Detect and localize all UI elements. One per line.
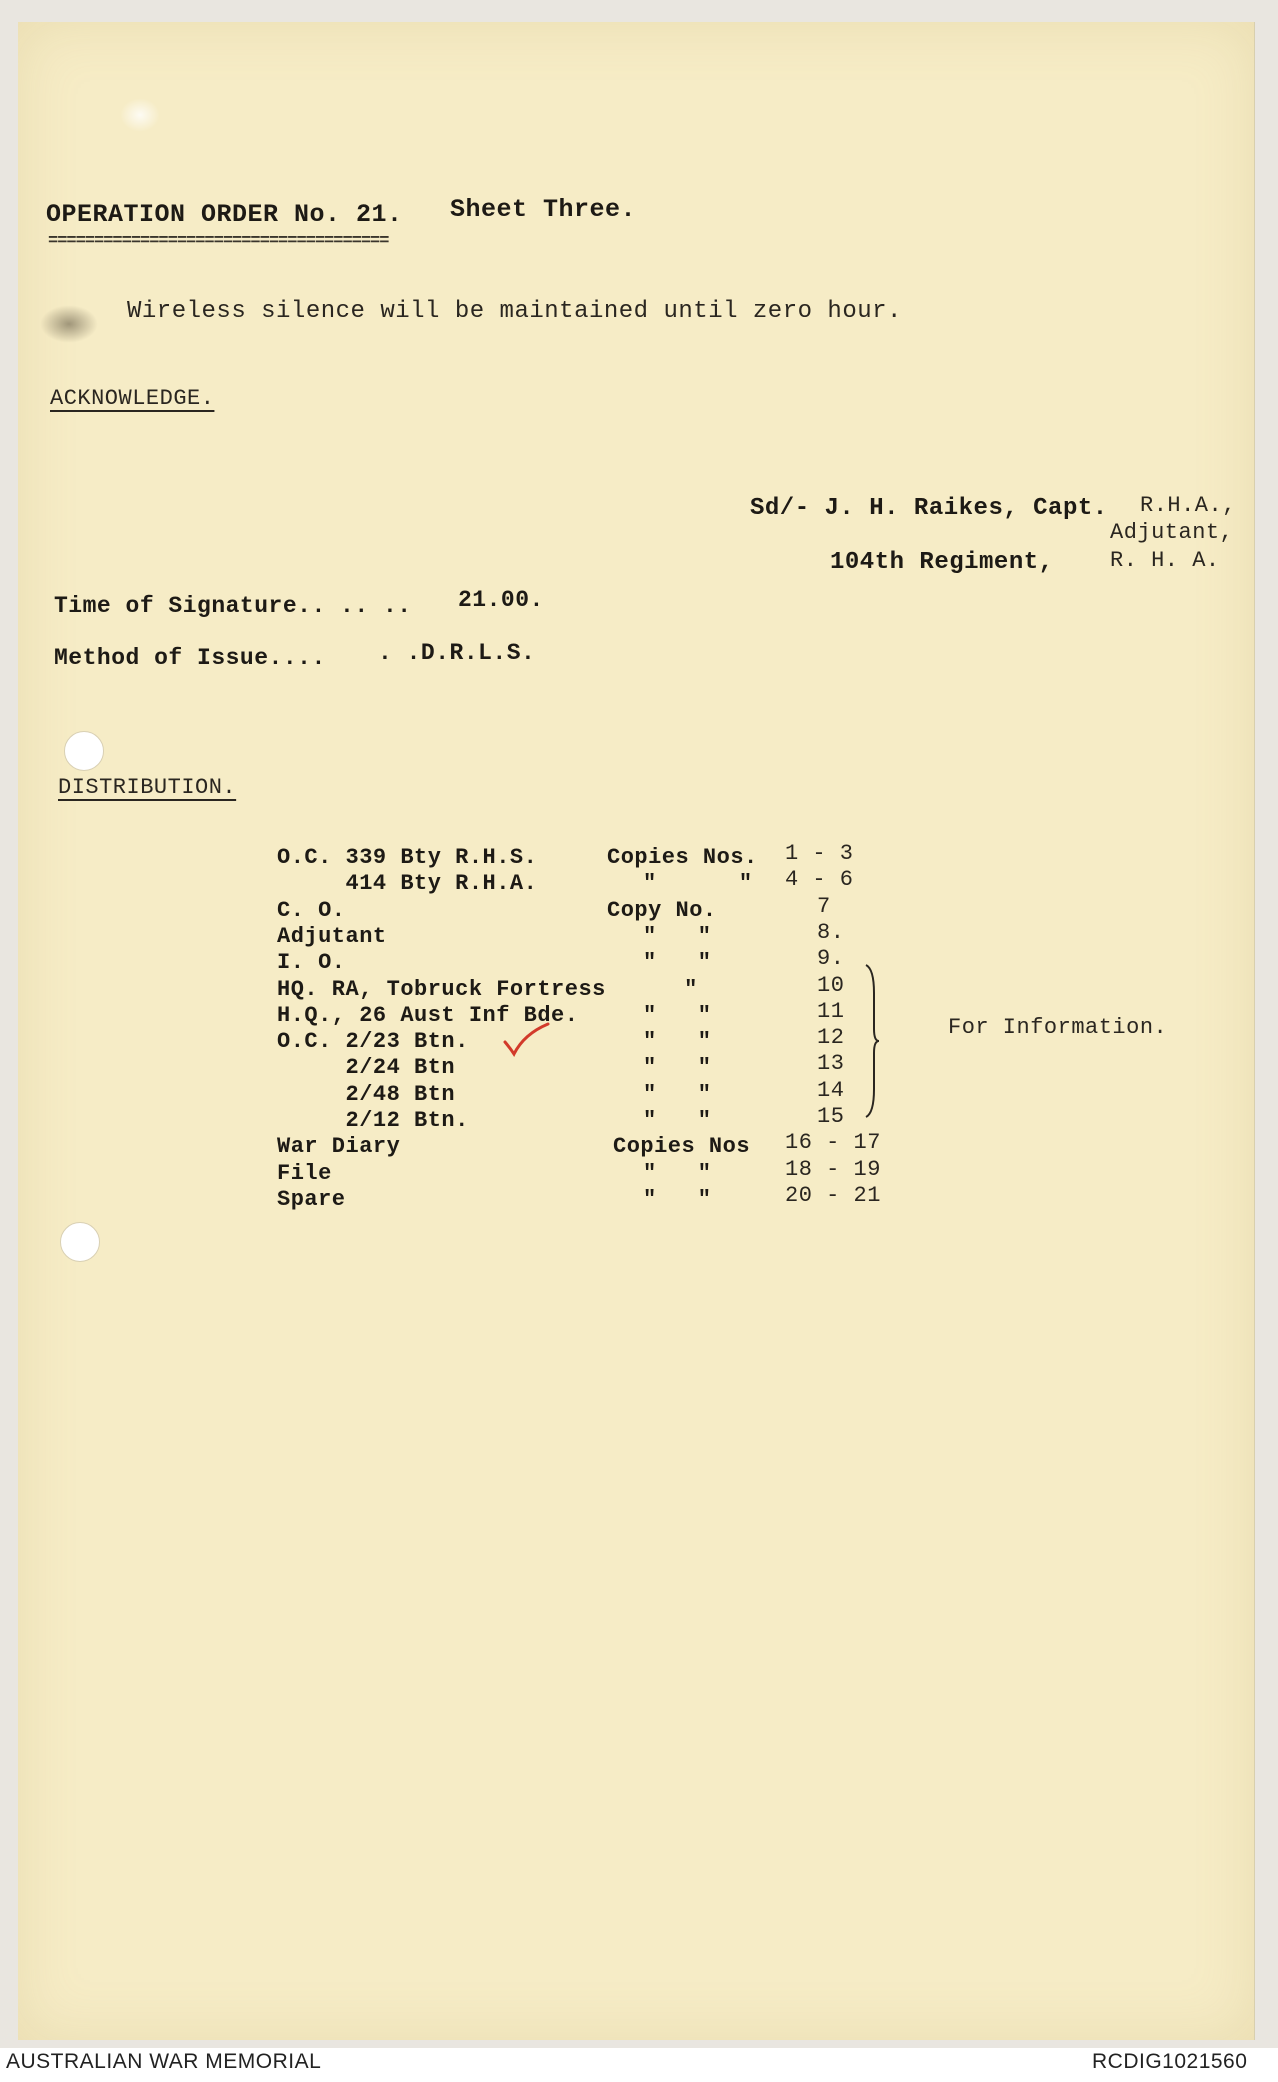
distribution-copy-label: " ": [643, 1029, 712, 1055]
header-rule: =====================================: [48, 232, 389, 251]
distribution-recipient: Adjutant: [277, 923, 387, 949]
distribution-copy-numbers: 4 - 6: [785, 867, 854, 893]
distribution-heading: DISTRIBUTION.: [58, 775, 237, 800]
distribution-copy-label: " ": [643, 1160, 712, 1186]
time-of-signature-value: 21.00.: [458, 587, 544, 613]
distribution-recipient: C. O.: [277, 897, 346, 923]
distribution-recipient: 2/48 Btn: [277, 1081, 456, 1107]
information-brace: [864, 963, 880, 1119]
distribution-copy-numbers: 10: [817, 972, 845, 998]
distribution-copy-label: " ": [643, 1081, 712, 1107]
distribution-recipient: O.C. 2/23 Btn.: [277, 1029, 469, 1055]
footer-record-id: RCDIG1021560: [1092, 2050, 1248, 2073]
distribution-copy-numbers: 20 - 21: [785, 1182, 881, 1208]
distribution-copy-label: Copies Nos.: [607, 845, 758, 870]
distribution-copy-numbers: 13: [817, 1051, 845, 1077]
distribution-copy-label: " ": [643, 1055, 712, 1081]
signature-unit: 104th Regiment,: [830, 549, 1054, 576]
time-of-signature-label: Time of Signature.. .. ..: [54, 593, 412, 619]
distribution-copy-numbers: 1 - 3: [785, 841, 854, 866]
distribution-recipient: 414 Bty R.H.A.: [277, 871, 538, 897]
distribution-copy-numbers: 18 - 19: [785, 1156, 881, 1182]
method-of-issue-label: Method of Issue....: [54, 645, 326, 671]
distribution-copy-label: " ": [643, 871, 753, 897]
method-of-issue-value: . .D.R.L.S.: [378, 640, 536, 666]
distribution-copy-numbers: 8.: [817, 919, 845, 945]
red-check-mark: [502, 1020, 552, 1060]
distribution-recipient: O.C. 339 Bty R.H.S.: [277, 845, 538, 870]
punch-hole-bottom: [60, 1222, 100, 1262]
distribution-copy-numbers: 9.: [817, 946, 845, 972]
distribution-row: [277, 1182, 917, 1213]
distribution-copy-label: Copies Nos: [613, 1134, 751, 1160]
distribution-recipient: I. O.: [277, 950, 346, 976]
footer-archive-name: AUSTRALIAN WAR MEMORIAL: [6, 2050, 322, 2073]
distribution-copy-label: " ": [643, 1002, 712, 1028]
distribution-copy-label: " ": [643, 923, 712, 949]
order-title: OPERATION ORDER No. 21.: [46, 200, 403, 229]
for-information-note: For Information.: [948, 1015, 1168, 1040]
distribution-copy-numbers: 16 - 17: [785, 1130, 881, 1156]
distribution-copy-numbers: 7: [817, 893, 831, 919]
distribution-recipient: H.Q., 26 Aust Inf Bde.: [277, 1002, 579, 1028]
distribution-recipient: 2/24 Btn: [277, 1055, 456, 1081]
distribution-copy-label: " ": [643, 950, 712, 976]
distribution-copy-numbers: 11: [817, 998, 845, 1024]
signature-rank-2: Adjutant,: [1110, 520, 1234, 545]
paper-mark: [120, 98, 160, 132]
distribution-recipient: HQ. RA, Tobruck Fortress: [277, 976, 606, 1002]
signature-line: Sd/- J. H. Raikes, Capt.: [750, 495, 1108, 522]
signature-rank-1: R.H.A.,: [1140, 493, 1236, 518]
distribution-copy-numbers: 14: [817, 1077, 845, 1103]
distribution-copy-label: " ": [643, 1108, 712, 1133]
distribution-recipient: Spare: [277, 1186, 346, 1212]
sheet-number: Sheet Three.: [450, 195, 637, 224]
distribution-copy-numbers: 12: [817, 1025, 845, 1051]
wireless-instruction: Wireless silence will be maintained until zero hour.: [127, 298, 902, 325]
ink-smudge: [40, 305, 98, 343]
distribution-recipient: War Diary: [277, 1134, 401, 1160]
acknowledge-heading: ACKNOWLEDGE.: [50, 386, 215, 411]
distribution-copy-label: ": [643, 976, 698, 1002]
distribution-copy-label: " ": [643, 1186, 712, 1212]
distribution-recipient: File: [277, 1160, 332, 1186]
signature-rank-3: R. H. A.: [1110, 548, 1220, 573]
distribution-copy-numbers: 15: [817, 1104, 845, 1129]
distribution-copy-label: Copy No.: [607, 897, 717, 923]
distribution-recipient: 2/12 Btn.: [277, 1108, 469, 1133]
punch-hole-top: [64, 731, 104, 771]
